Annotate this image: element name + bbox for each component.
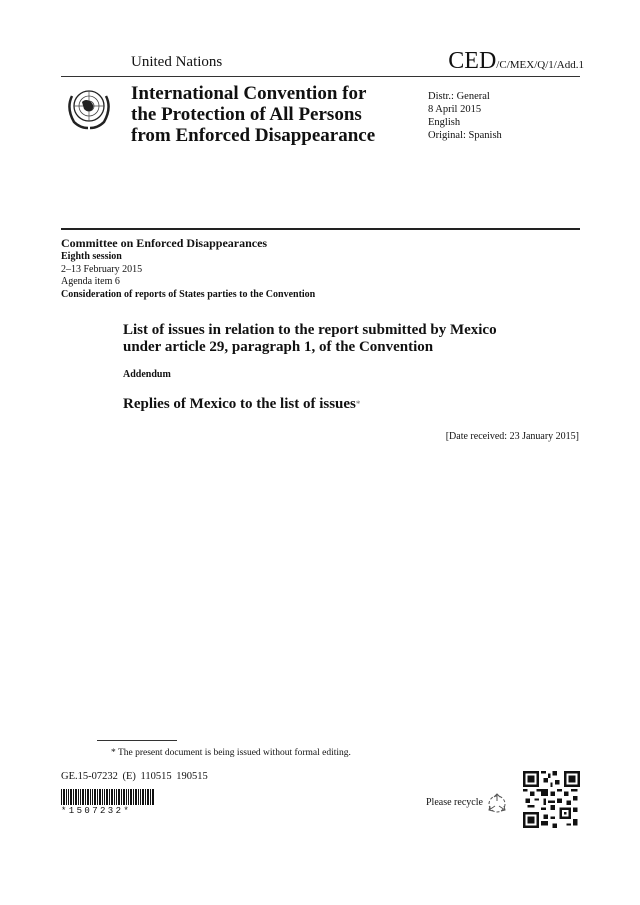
recycle-label: Please recycle: [426, 797, 483, 808]
committee-name: Committee on Enforced Disappearances: [61, 236, 268, 250]
date-received: [Date received: 23 January 2015]: [445, 431, 579, 442]
header-rule: [61, 76, 580, 77]
recycle-icon: [486, 792, 508, 814]
distribution-block: [428, 90, 502, 142]
document-symbol: [448, 48, 584, 75]
barcode-icon: [61, 789, 154, 805]
agenda-title: Consideration of reports of States parties to the Convention: [61, 288, 316, 300]
title-line: International Convention for: [131, 83, 367, 104]
session-block: [61, 251, 315, 301]
addendum-label: Addendum: [123, 369, 171, 380]
title-line: List of issues in relation to the report submitted by Mexico: [123, 322, 497, 338]
footnote-rule: [97, 740, 177, 741]
job-number: GE.15-07232 (E) 110515 190515: [61, 771, 208, 782]
title-line: the Protection of All Persons: [131, 104, 362, 125]
un-emblem-icon: [64, 82, 114, 132]
symbol-suffix: /C/MEX/Q/1/Add.1: [496, 59, 584, 71]
title-line: under article 29, paragraph 1, of the Convention: [123, 339, 434, 355]
convention-title: [131, 83, 411, 146]
session: Eighth session: [61, 251, 122, 262]
session-dates: 2–13 February 2015: [61, 263, 143, 275]
issue-date: 8 April 2015: [428, 104, 482, 115]
title-line: from Enforced Disappearance: [131, 125, 376, 146]
list-of-issues-title: [123, 322, 543, 356]
distribution-type: Distr.: General: [428, 91, 490, 102]
qr-code-icon: [523, 771, 580, 828]
footnote-marker[interactable]: *: [355, 399, 361, 409]
original-language: Original: Spanish: [428, 130, 502, 141]
replies-heading: [123, 396, 360, 413]
replies-text: Replies of Mexico to the list of issues: [123, 396, 356, 412]
organization-name: United Nations: [131, 54, 223, 70]
agenda-item: Agenda item 6: [61, 276, 120, 287]
footnote: * The present document is being issued without formal editing.: [111, 748, 351, 758]
barcode-number: *1507232*: [61, 806, 132, 816]
language: English: [428, 117, 461, 128]
section-rule: [61, 228, 580, 230]
symbol-main: CED: [448, 48, 497, 74]
